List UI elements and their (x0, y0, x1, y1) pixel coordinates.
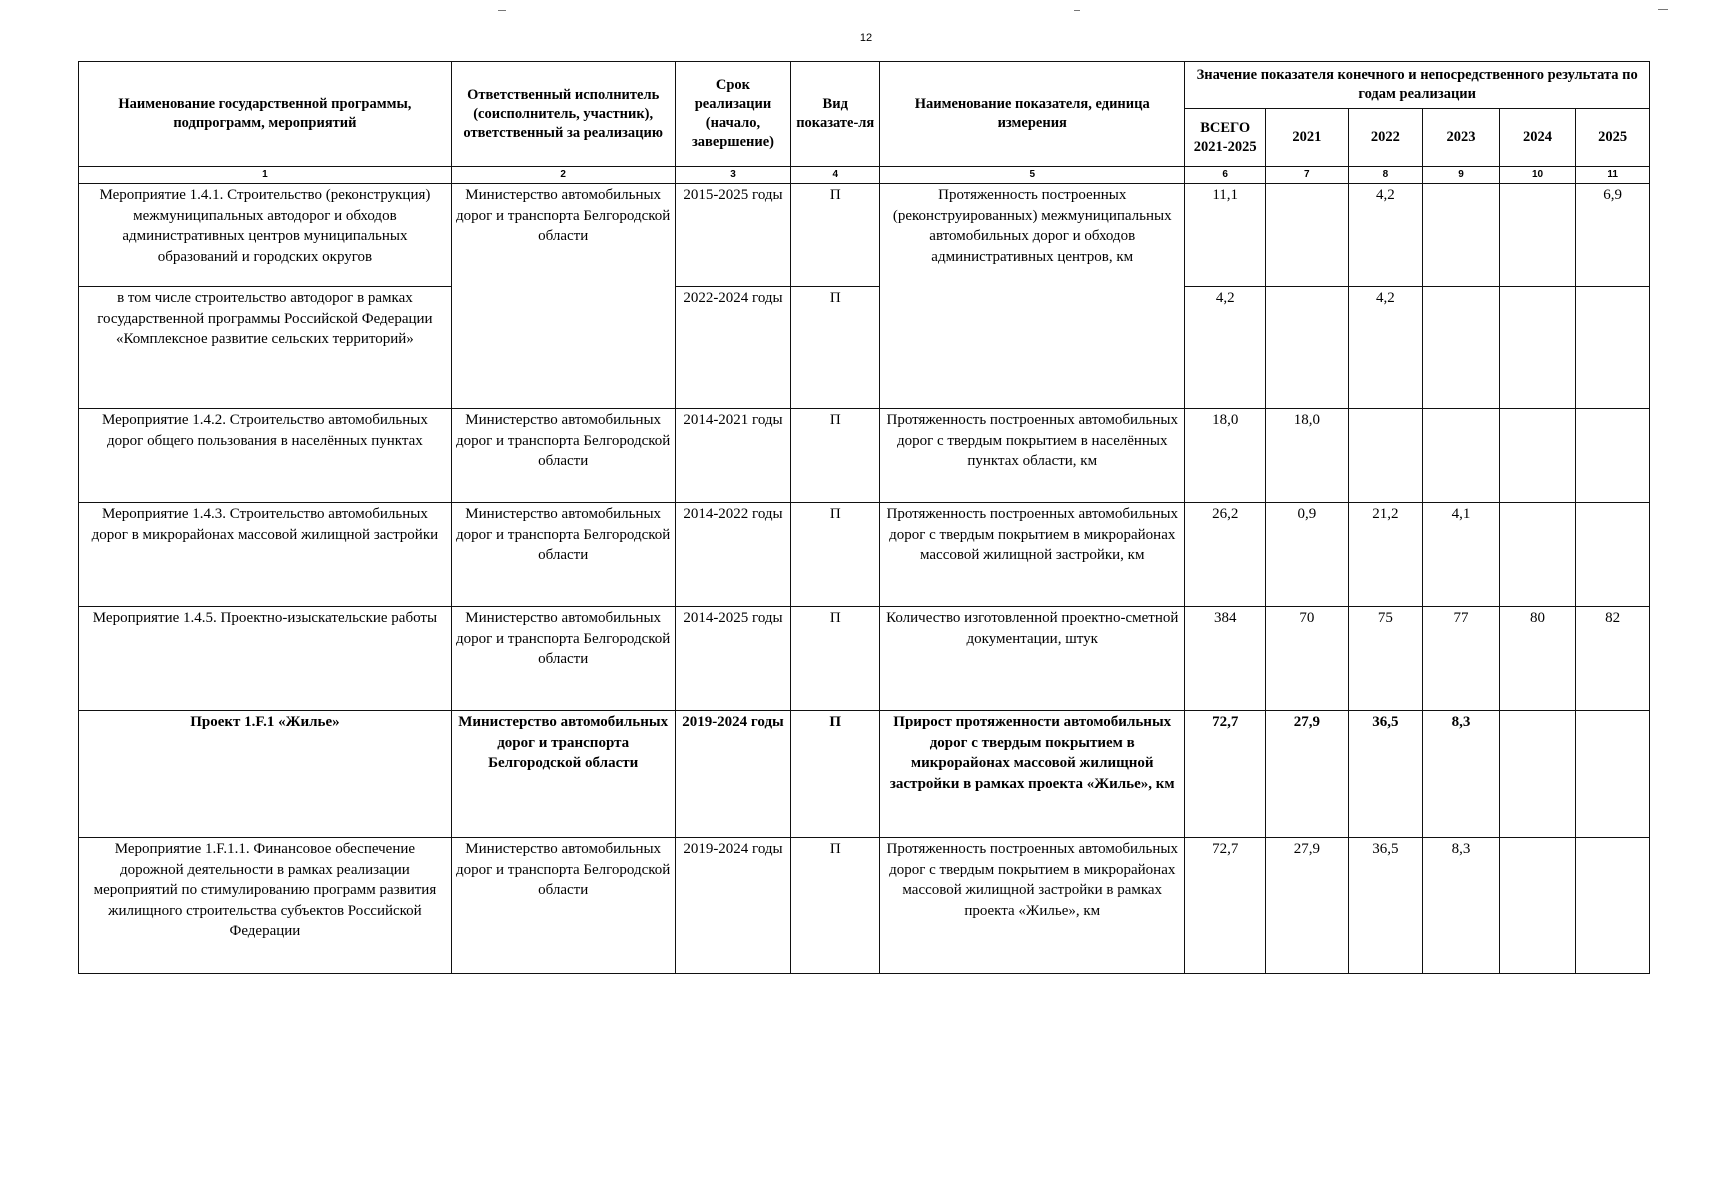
row-value-2021: 0,9 (1266, 503, 1349, 607)
row-value-2024: 80 (1499, 607, 1576, 711)
header-period: Срок реализации (начало, завершение) (675, 62, 791, 167)
column-number: 5 (880, 167, 1185, 184)
header-name: Наименование государственной программы, подпрограмм, мероприятий (79, 62, 452, 167)
row-indicator: Протяженность построенных автомобильных дорог с твердым покрытием в микрорайонах массовой жилищной застройки в рамках проекта «Жилье», км (880, 838, 1185, 974)
header-total: ВСЕГО 2021-2025 (1185, 109, 1266, 167)
row-period: 2019-2024 годы (675, 838, 791, 974)
row-value-2023: 8,3 (1423, 838, 1500, 974)
row-period: 2015-2025 годы (675, 184, 791, 287)
row-value-2024 (1499, 503, 1576, 607)
page-number: 12 (859, 32, 873, 44)
row-value-2025 (1576, 711, 1650, 838)
scan-mark (1658, 9, 1668, 10)
header-year: 2023 (1423, 109, 1500, 167)
column-number: 4 (791, 167, 880, 184)
table-row (79, 711, 1650, 838)
row-period: 2019-2024 годы (675, 711, 791, 838)
row-value-2025: 6,9 (1576, 184, 1650, 287)
row-total: 11,1 (1185, 184, 1266, 287)
column-number: 10 (1499, 167, 1576, 184)
header-indicator: Наименование показателя, единица измерения (880, 62, 1185, 167)
row-total: 72,7 (1185, 838, 1266, 974)
row-value-2022: 75 (1348, 607, 1423, 711)
column-number: 3 (675, 167, 791, 184)
column-number: 8 (1348, 167, 1423, 184)
row-value-2024 (1499, 838, 1576, 974)
scan-mark (498, 10, 506, 11)
column-number: 7 (1266, 167, 1349, 184)
row-type: П (791, 838, 880, 974)
table-row (79, 838, 1650, 974)
row-name: Проект 1.F.1 «Жилье» (79, 711, 452, 838)
row-period: 2014-2021 годы (675, 409, 791, 503)
row-executor: Министерство автомобильных дорог и транспорта Белгородской области (451, 184, 675, 409)
row-value-2025 (1576, 838, 1650, 974)
row-indicator: Протяженность построенных (реконструированных) межмуниципальных автомобильных дорог и обходов административных центров, км (880, 184, 1185, 409)
row-value-2021 (1266, 287, 1349, 409)
row-name: Мероприятие 1.F.1.1. Финансовое обеспечение дорожной деятельности в рамках реализации мероприятий по стимулированию программ развития жилищного строительства субъектов Российской Федерации (79, 838, 452, 974)
row-type: П (791, 711, 880, 838)
row-indicator: Протяженность построенных автомобильных дорог с твердым покрытием в микрорайонах массовой жилищной застройки, км (880, 503, 1185, 607)
row-indicator: Протяженность построенных автомобильных дорог с твердым покрытием в населённых пунктах области, км (880, 409, 1185, 503)
row-value-2023 (1423, 184, 1500, 287)
row-executor: Министерство автомобильных дорог и транспорта Белгородской области (451, 838, 675, 974)
row-type: П (791, 184, 880, 287)
row-executor: Министерство автомобильных дорог и транспорта Белгородской области (451, 711, 675, 838)
row-executor: Министерство автомобильных дорог и транспорта Белгородской области (451, 503, 675, 607)
row-period: 2014-2022 годы (675, 503, 791, 607)
row-total: 18,0 (1185, 409, 1266, 503)
row-indicator: Количество изготовленной проектно-сметной документации, штук (880, 607, 1185, 711)
row-total: 4,2 (1185, 287, 1266, 409)
row-type: П (791, 503, 880, 607)
row-value-2021: 18,0 (1266, 409, 1349, 503)
row-name: в том числе строительство автодорог в рамках государственной программы Российской Федерации «Комплексное развитие сельских территорий» (79, 287, 452, 409)
row-value-2023 (1423, 409, 1500, 503)
row-value-2025: 82 (1576, 607, 1650, 711)
indicators-table (78, 61, 1650, 974)
row-name: Мероприятие 1.4.2. Строительство автомобильных дорог общего пользования в населённых пунктах (79, 409, 452, 503)
row-value-2025 (1576, 503, 1650, 607)
column-number: 2 (451, 167, 675, 184)
header-executor: Ответственный исполнитель (соисполнитель, участник), ответственный за реализацию (451, 62, 675, 167)
table-row (79, 409, 1650, 503)
row-total: 72,7 (1185, 711, 1266, 838)
row-value-2021: 27,9 (1266, 838, 1349, 974)
row-name: Мероприятие 1.4.5. Проектно-изыскательские работы (79, 607, 452, 711)
header-year: 2021 (1266, 109, 1349, 167)
column-number: 11 (1576, 167, 1650, 184)
column-number: 6 (1185, 167, 1266, 184)
header-year: 2024 (1499, 109, 1576, 167)
row-total: 26,2 (1185, 503, 1266, 607)
row-value-2022 (1348, 409, 1423, 503)
row-value-2023: 4,1 (1423, 503, 1500, 607)
row-value-2022: 4,2 (1348, 287, 1423, 409)
column-number: 1 (79, 167, 452, 184)
row-executor: Министерство автомобильных дорог и транспорта Белгородской области (451, 607, 675, 711)
table-row (79, 184, 1650, 287)
row-value-2021: 27,9 (1266, 711, 1349, 838)
row-type: П (791, 607, 880, 711)
header-row (79, 62, 1650, 109)
row-type: П (791, 287, 880, 409)
header-year: 2022 (1348, 109, 1423, 167)
row-name: Мероприятие 1.4.3. Строительство автомобильных дорог в микрорайонах массовой жилищной застройки (79, 503, 452, 607)
row-value-2022: 21,2 (1348, 503, 1423, 607)
header-type: Вид показате-ля (791, 62, 880, 167)
row-value-2024 (1499, 409, 1576, 503)
row-indicator: Прирост протяженности автомобильных дорог с твердым покрытием в микрорайонах массовой жилищной застройки в рамках проекта «Жилье», км (880, 711, 1185, 838)
row-executor: Министерство автомобильных дорог и транспорта Белгородской области (451, 409, 675, 503)
row-total: 384 (1185, 607, 1266, 711)
header-year: 2025 (1576, 109, 1650, 167)
row-value-2025 (1576, 287, 1650, 409)
row-value-2024 (1499, 711, 1576, 838)
table-row (79, 607, 1650, 711)
table-row (79, 503, 1650, 607)
row-value-2023 (1423, 287, 1500, 409)
scan-mark (1074, 10, 1080, 11)
row-value-2023: 8,3 (1423, 711, 1500, 838)
table-row (79, 287, 1650, 409)
row-type: П (791, 409, 880, 503)
header-group: Значение показателя конечного и непосредственного результата по годам реализации (1185, 62, 1650, 109)
row-value-2022: 36,5 (1348, 711, 1423, 838)
row-value-2024 (1499, 184, 1576, 287)
row-value-2024 (1499, 287, 1576, 409)
row-period: 2022-2024 годы (675, 287, 791, 409)
column-numbers-row (79, 167, 1650, 184)
row-value-2021: 70 (1266, 607, 1349, 711)
row-value-2021 (1266, 184, 1349, 287)
row-value-2022: 36,5 (1348, 838, 1423, 974)
column-number: 9 (1423, 167, 1500, 184)
row-value-2025 (1576, 409, 1650, 503)
row-value-2022: 4,2 (1348, 184, 1423, 287)
row-value-2023: 77 (1423, 607, 1500, 711)
row-name: Мероприятие 1.4.1. Строительство (реконструкция) межмуниципальных автодорог и обходов административных центров муниципальных образований и городских округов (79, 184, 452, 287)
row-period: 2014-2025 годы (675, 607, 791, 711)
